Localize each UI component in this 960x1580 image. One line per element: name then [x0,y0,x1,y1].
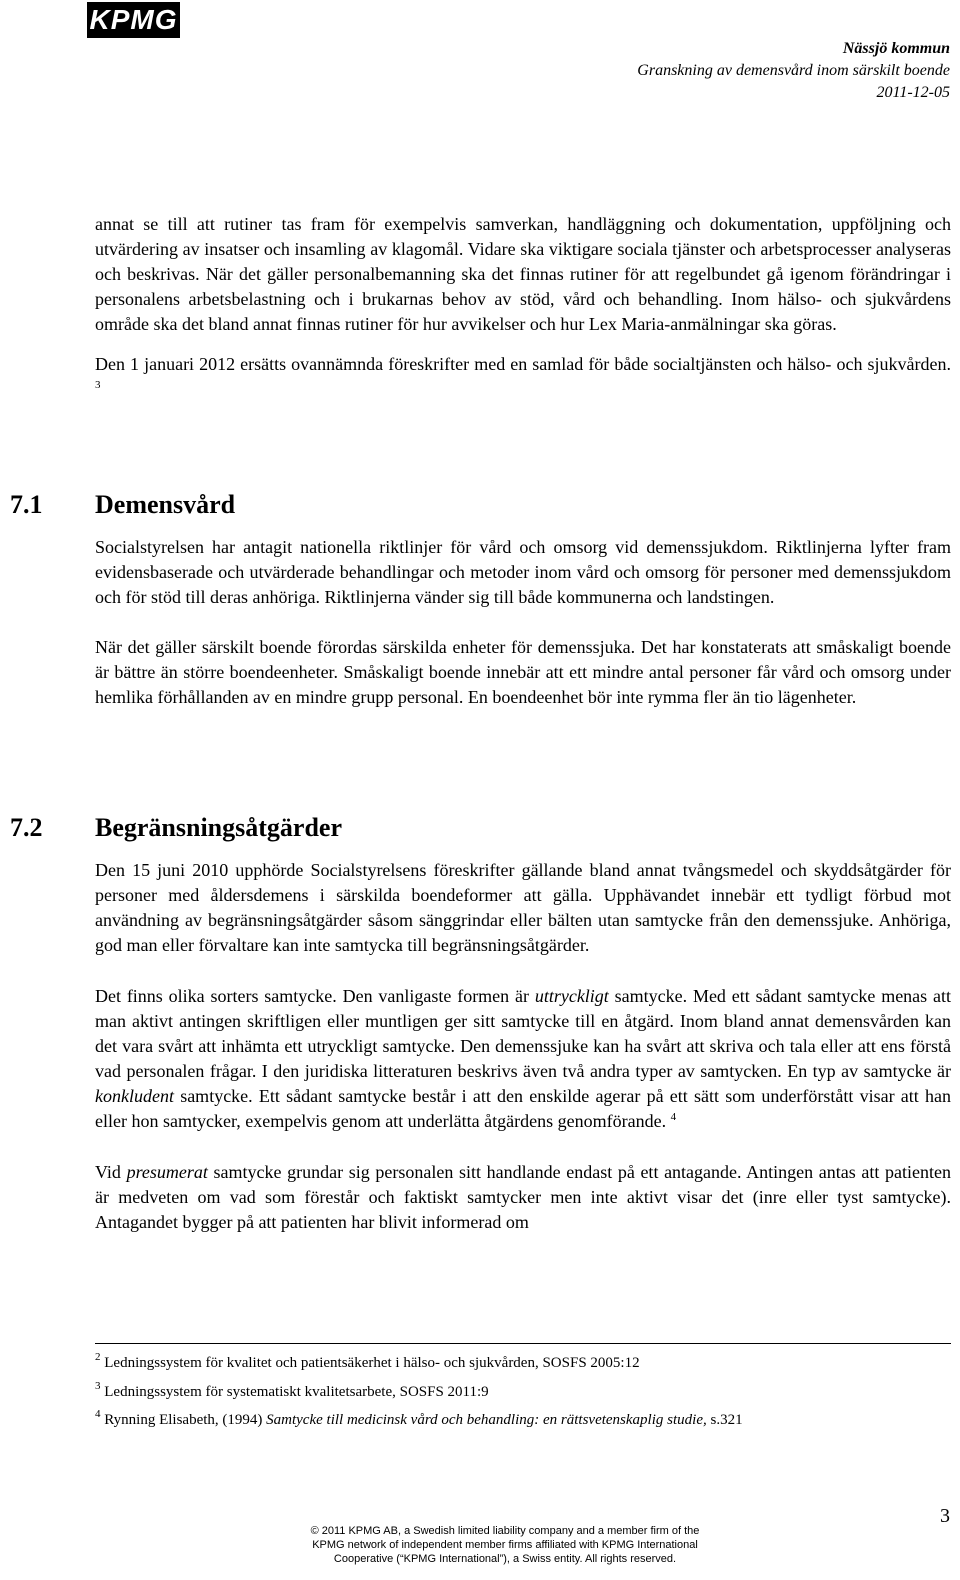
page-number: 3 [940,1505,950,1527]
emphasis-uttryckligt: uttryckligt [534,986,609,1006]
text-run: samtycke. Ett sådant samtycke består i att den enskilde agerar på ett sätt som underförstått visar att han eller hon samtycker, exempelvis genom att underlätta åtgärdens genomförande. [95,1086,951,1131]
footnote-number: 3 [95,1380,101,1392]
footnote-2 [95,1353,640,1373]
copyright-notice [290,1524,720,1566]
organization-name: Nässjö kommun [842,40,950,57]
section-7-1-body [95,535,951,710]
intro-section [95,212,951,402]
intro-paragraph-1: annat se till att rutiner tas fram för exempelvis samverkan, handläggning och dokumentation, uppföljning och utvärdering av insatser och insamling av klagomål. Vidare ska viktigare sociala tjänster och arbetsprocesser analyseras och beskrivas. När det gäller personalbemanning ska det finnas rutiner för att regelbundet gå igenom förändringar i personalens arbetsbelastning och i brukarnas behov av stöd, vård och behandling. Inom hälso- och sjukvårdens område ska det bland annat finnas rutiner för hur avvikelser och hur Lex Maria-anmälningar ska göras. [95,214,951,334]
section-7-1-heading [10,490,235,520]
text-run: Det finns olika sorters samtycke. Den vanligaste formen är [95,986,535,1006]
emphasis-presumerat: presumerat [126,1162,208,1182]
intro-paragraph-2 [95,352,951,402]
text-run: samtycke. Med ett sådant samtycke menas att man aktivt antingen skriftligen eller muntligen ger sitt samtycke till en åtgärd. Inom bland annat demensvården kan det vara svårt att inhämta ett utryckligt samtycke. Den demenssjuke kan ha svårt att skriva och tala eller att ens förstå vad personalen frågar. I den juridiska litteraturen beskrivs även två andra typer av samtycken. En typ av samtycke är [95,986,951,1081]
report-title: Granskning av demensvård inom särskilt boende [637,62,950,79]
footnote-number: 4 [95,1408,101,1420]
footnote-ref-3[interactable]: 3 [95,379,101,391]
section-7-2-paragraph-1: Den 15 juni 2010 upphörde Socialstyrelsens föreskrifter gällande bland annat tvångsmedel och skyddsåtgärder för personer med åldersdemens i särskilda boendeformer att gälla. Upphävandet innebär ett tydligt förbud mot användning av begränsningsåtgärder såsom sänggrindar eller bälten utan samtycke från den demenssjuke. Anhöriga, god man eller förvaltare kan inte samtycka till begränsningsåtgärder. [95,860,951,955]
section-7-2-paragraph-3 [95,1160,951,1235]
footnote-text: Ledningssystem för kvalitet och patientsäkerhet i hälso- och sjukvården, SOSFS 2005:12 [104,1355,640,1371]
section-number: 7.1 [10,490,43,519]
text-run: Vid [95,1162,127,1182]
section-7-2-body [95,858,951,1235]
copyright-line-1: © 2011 KPMG AB, a Swedish limited liability company and a member firm of the [310,1525,700,1537]
section-7-1-paragraph-1: Socialstyrelsen har antagit nationella riktlinjer för vård och omsorg vid demenssjukdom. Riktlinjerna lyfter fram evidensbaserade och utvärderade behandlingar och metoder inom vård och omsorg för personer med demenssjukdom och för stöd till deras anhöriga. Riktlinjerna vänder sig till både kommunerna och landstingen. [95,537,951,607]
footnote-number: 2 [95,1351,101,1363]
emphasis-konkludent: konkludent [95,1086,174,1106]
intro-paragraph-2-text: Den 1 januari 2012 ersätts ovannämnda föreskrifter med en samlad för både socialtjänsten och hälso- och sjukvården. [95,354,951,374]
section-7-1-paragraph-2: När det gäller särskilt boende förordas särskilda enheter för demenssjuka. Det har konstaterats att småskaligt boende är bättre än större boendeenheter. Småskaligt boende innebär att ett mindre antal personer får vård och omsorg under hemlika förhållanden av en mindre grupp personal. En boendeenhet bör inte rymma fler än tio lägenheter. [95,637,951,707]
footnote-divider [95,1343,951,1344]
footnote-book-title: Samtycke till medicinsk vård och behandling: en rättsvetenskaplig studie, [266,1412,707,1428]
section-title: Begränsningsåtgärder [95,813,342,842]
kpmg-logo: KPMG [87,2,180,38]
page-header [637,38,950,104]
copyright-line-3: Cooperative (“KPMG International”), a Swiss entity. All rights reserved. [333,1553,677,1565]
footnote-4 [95,1410,743,1430]
copyright-line-2: KPMG network of independent member firms affiliated with KPMG International [312,1539,698,1551]
footnote-3 [95,1382,489,1402]
section-7-2-heading [10,813,342,843]
footnote-text: Rynning Elisabeth, (1994) [104,1412,267,1428]
section-7-2-paragraph-2 [95,984,951,1134]
footnote-ref-4[interactable]: 4 [670,1111,677,1123]
footnote-text: s.321 [706,1412,743,1428]
report-date: 2011-12-05 [876,84,950,101]
footnote-text: Ledningssystem för systematiskt kvalitetsarbete, SOSFS 2011:9 [104,1384,489,1400]
section-number: 7.2 [10,813,43,842]
section-title: Demensvård [95,490,236,519]
text-run: samtycke grundar sig personalen sitt handlande endast på ett antagande. Antingen antas att patienten är medveten om vad som förestår och faktiskt samtycker men inte aktivt visar det (inre eller tyst samtycke). Antagandet bygger på att patienten har blivit informerad om [95,1162,951,1232]
